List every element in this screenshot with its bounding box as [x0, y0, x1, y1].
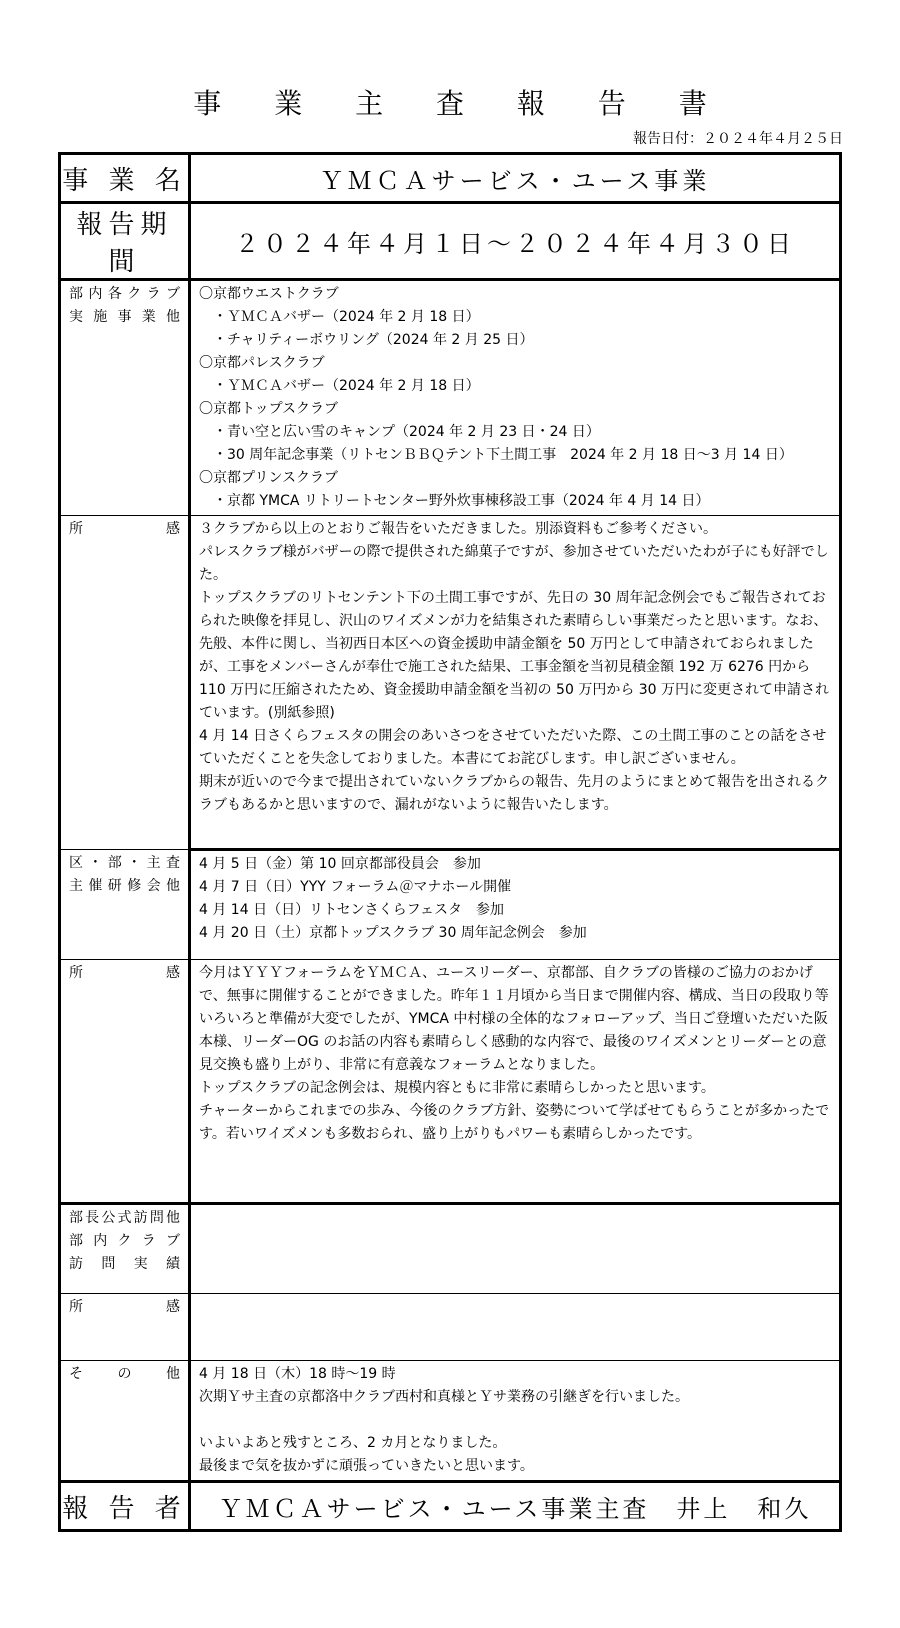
other-line: 次期Ｙサ主査の京都洛中クラブ西村和真様とＹサ業務の引継ぎを行いました。 — [199, 1389, 689, 1405]
district-events-label — [60, 850, 190, 960]
other-line: 4 月 18 日（木）18 時～19 時 — [199, 1366, 396, 1382]
report-table — [58, 152, 842, 1532]
impression-paragraph: チャーターからこれまでの歩み、今後のクラブ方針、姿勢について学ばせてもらうことが多かったです。若いワイズメンも多数おられ、盛り上がりもパワーも素晴らしかったです。 — [199, 1103, 830, 1142]
impression-paragraph: パレスクラブ様がバザーの際で提供された綿菓子ですが、参加させていただいたわが子にも好評でした。 — [199, 544, 829, 583]
label-char: そ — [69, 1366, 83, 1382]
district-events-content — [190, 850, 841, 960]
project-label: 事 業 名 — [60, 154, 190, 203]
club-line: ・青い空と広い雪のキャンプ（2024 年 2 月 23 日・24 日） — [199, 424, 600, 440]
row-club-activities — [60, 280, 841, 516]
club-line: ・京都 YMCA リトリートセンター野外炊事棟移設工事（2024 年 4 月 14 日） — [199, 493, 710, 509]
club-line: 〇京都トップスクラブ — [199, 401, 339, 417]
other-content — [190, 1361, 841, 1482]
row-impression-3 — [60, 1294, 841, 1361]
label-char: の — [117, 1366, 132, 1382]
club-line: ・ＹＭＣＡバザー（2024 年 2 月 18 日） — [199, 378, 480, 394]
club-activities-content — [190, 280, 841, 516]
event-line: 4 月 14 日（日）リトセンさくらフェスタ 参加 — [199, 902, 504, 918]
club-line: ・チャリティーボウリング（2024 年 2 月 25 日） — [199, 332, 534, 348]
reporter-label: 報 告 者 — [60, 1482, 190, 1531]
club-line: ・ＹＭＣＡバザー（2024 年 2 月 18 日） — [199, 309, 480, 325]
label-line: 訪問実績 — [69, 1256, 180, 1272]
row-other — [60, 1361, 841, 1482]
other-label — [60, 1361, 190, 1482]
label-char: 所 — [69, 1299, 83, 1315]
event-line: 4 月 20 日（土）京都トップスクラブ 30 周年記念例会 参加 — [199, 925, 587, 941]
row-district-events — [60, 850, 841, 960]
project-name: ＹＭＣＡサービス・ユース事業 — [190, 154, 841, 203]
club-line: 〇京都パレスクラブ — [199, 355, 325, 371]
club-activities-label — [60, 280, 190, 516]
impression-paragraph: トップスクラブのリトセンテント下の土間工事ですが、先日の 30 周年記念例会でもご報告されておられた映像を拝見し、沢山のワイズメンが力を結集された素晴らしい事業だったと思います。なお、先般、本件に関し、当初西日本区への資金援助申請金額を 50 万円として申請されておられましたが、工事をメンバーさんが奉仕で施工された結果、工事金額を当初見積金額 192 万 6276 円から 110 万円に圧縮されたため、資金援助申請金額を当初の 50 万円から 30 万円に変更されて申請されています。(別紙参照) — [199, 590, 830, 721]
impression-paragraph: 4 月 14 日さくらフェスタの開会のあいさつをさせていただいた際、この土間工事のことの話をさせていただくことを失念しておりました。本書にてお詫びします。申し訳ございません。 — [199, 728, 827, 767]
director-visits-label — [60, 1204, 190, 1294]
label-line: 実施事業他 — [69, 309, 180, 325]
row-project — [60, 154, 841, 203]
label-char: 感 — [166, 1299, 180, 1315]
other-line: 最後まで気を抜かずに頑張っていきたいと思います。 — [199, 1458, 534, 1474]
impression-1-content — [190, 516, 841, 850]
row-impression-1 — [60, 516, 841, 850]
label-line: 部内各クラブ — [69, 286, 180, 302]
label-char: 所 — [69, 521, 83, 537]
label-char: 所 — [69, 965, 83, 981]
reporter-name: ＹＭＣＡサービス・ユース事業主査 井上 和久 — [190, 1482, 841, 1531]
row-reporter — [60, 1482, 841, 1531]
club-line: 〇京都プリンスクラブ — [199, 470, 339, 486]
impression-paragraph: トップスクラブの記念例会は、規模内容ともに非常に素晴らしかったと思います。 — [199, 1080, 715, 1096]
document-title: 事 業 主 査 報 告 書 — [193, 87, 729, 120]
impression-paragraph: 今月はＹＹＹフォーラムをＹＭＣＡ、ユースリーダー、京都部、自クラブの皆様のご協力のおかげで、無事に開催することができました。昨年１１月頃から当日まで開催内容、構成、当日の段取り等いろいろと準備が大変でしたが、YMCA 中村様の全体的なフォローアップ、当日ご登壇いただいた阪本様、リーダーOG のお話の内容も素晴らしく感動的な内容で、最後のワイズメンとリーダーとの意見交換も盛り上がり、非常に有意義なフォーラムとなりました。 — [199, 965, 829, 1073]
impression-paragraph: 期末が近いので今まで提出されていないクラブからの報告、先月のようにまとめて報告を出されるクラブもあるかと思いますので、漏れがないように報告いたします。 — [199, 774, 829, 813]
label-char: 感 — [166, 965, 180, 981]
label-char: 他 — [166, 1366, 180, 1382]
row-period — [60, 203, 841, 280]
impression-1-label — [60, 516, 190, 850]
other-line: いよいよあと残すところ、2 カ月となりました。 — [199, 1435, 507, 1451]
label-char: 感 — [166, 521, 180, 537]
period-label: 報告期間 — [60, 203, 190, 280]
label-line: 部内クラブ — [69, 1233, 180, 1249]
other-line — [199, 1409, 831, 1432]
period-value: ２０２４年４月１日～２０２４年４月３０日 — [190, 203, 841, 280]
club-line: 〇京都ウエストクラブ — [199, 286, 339, 302]
impression-3-label — [60, 1294, 190, 1361]
impression-2-content — [190, 960, 841, 1204]
label-line: 区・部・主査 — [69, 855, 180, 871]
impression-3-content — [190, 1294, 841, 1361]
impression-2-label — [60, 960, 190, 1204]
label-line: 主催研修会他 — [69, 878, 180, 894]
impression-paragraph: ３クラブから以上のとおりご報告をいただきました。別添資料もご参考ください。 — [199, 521, 717, 537]
club-line: ・30 周年記念事業（リトセンＢＢＱテント下土間工事 2024 年 2 月 18 日～3 月 14 日） — [199, 447, 793, 463]
label-line: 部長公式訪問他 — [69, 1210, 180, 1226]
row-impression-2 — [60, 960, 841, 1204]
report-date: 報告日付：２０２４年４月２５日 — [633, 131, 843, 147]
event-line: 4 月 7 日（日）YYY フォーラム＠マナホール開催 — [199, 879, 512, 895]
director-visits-content — [190, 1204, 841, 1294]
row-director-visits — [60, 1204, 841, 1294]
event-line: 4 月 5 日（金）第 10 回京都部役員会 参加 — [199, 856, 481, 872]
